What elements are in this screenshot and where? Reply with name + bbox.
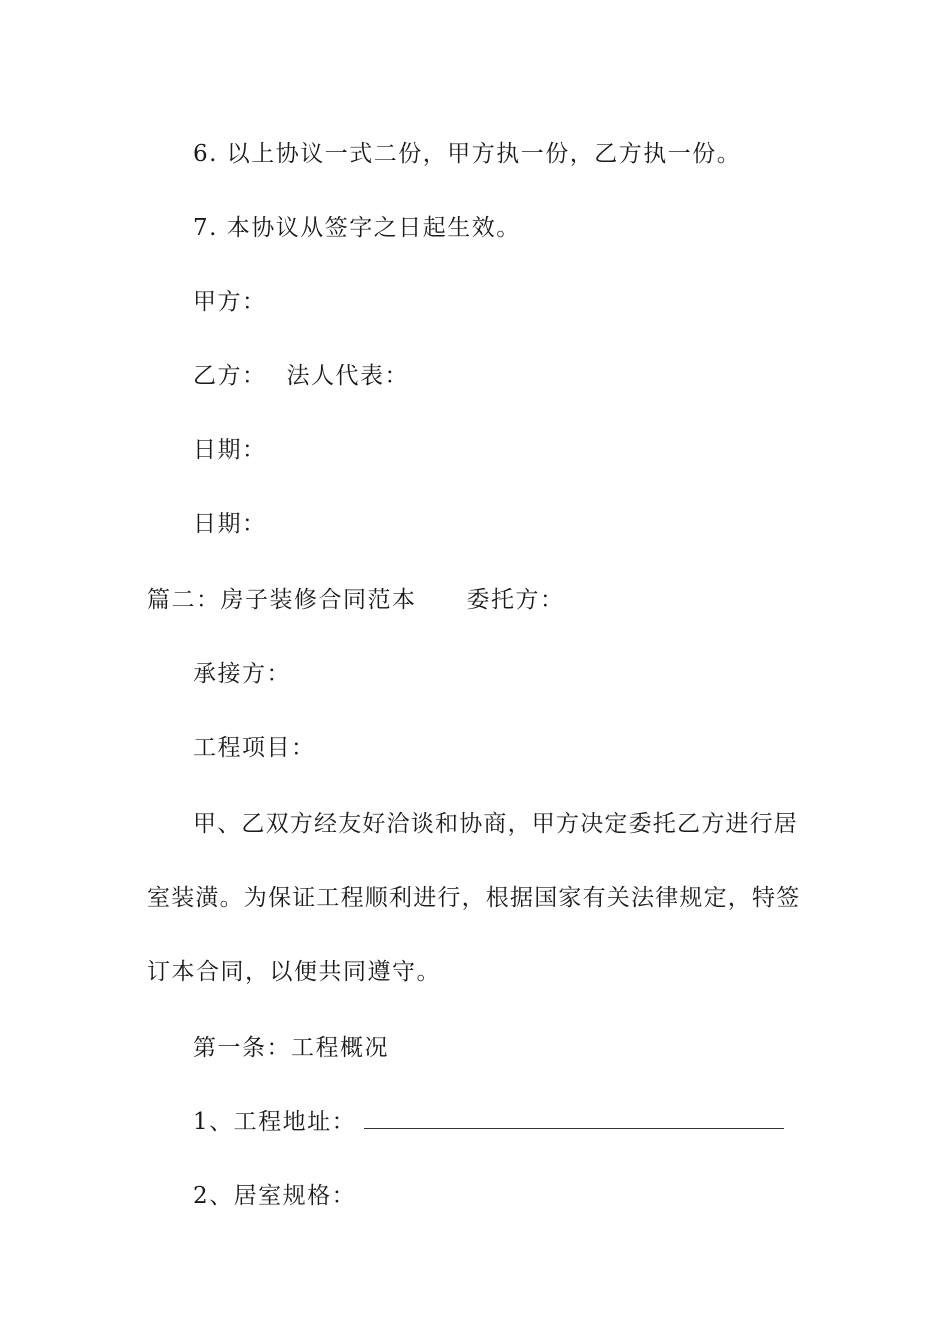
section-heading-row [147,584,565,616]
intro-paragraph-line-1: 甲、乙双方经友好洽谈和协商，甲方决定委托乙方进行居 [193,811,798,837]
date-label-1: 日期： [193,437,267,463]
clause-6: 6. 以上协议一式二份，甲方执一份，乙方执一份。 [193,141,742,167]
project-label: 工程项目： [193,735,316,761]
contractor-label: 承接方： [193,661,291,687]
address-blank-line [364,1108,784,1129]
clause-7: 7. 本协议从签字之日起生效。 [193,215,521,241]
address-row [193,1106,784,1138]
intro-paragraph-line-3: 订本合同，以便共同遵守。 [147,959,441,985]
party-b-label: 乙方： [193,363,267,389]
intro-paragraph-line-2: 室装潢。为保证工程顺利进行，根据国家有关法律规定，特签 [147,885,801,911]
client-label: 委托方： [466,587,565,613]
legal-representative-label: 法人代表： [286,363,409,389]
article-1-heading: 第一条：工程概况 [193,1035,389,1061]
party-b-row [193,360,409,392]
party-a-label: 甲方： [193,289,267,315]
address-label: 1、工程地址： [193,1109,357,1135]
date-label-2: 日期： [193,511,267,537]
section-title: 篇二：房子装修合同范本 [147,587,417,613]
room-spec-label: 2、居室规格： [193,1183,357,1209]
